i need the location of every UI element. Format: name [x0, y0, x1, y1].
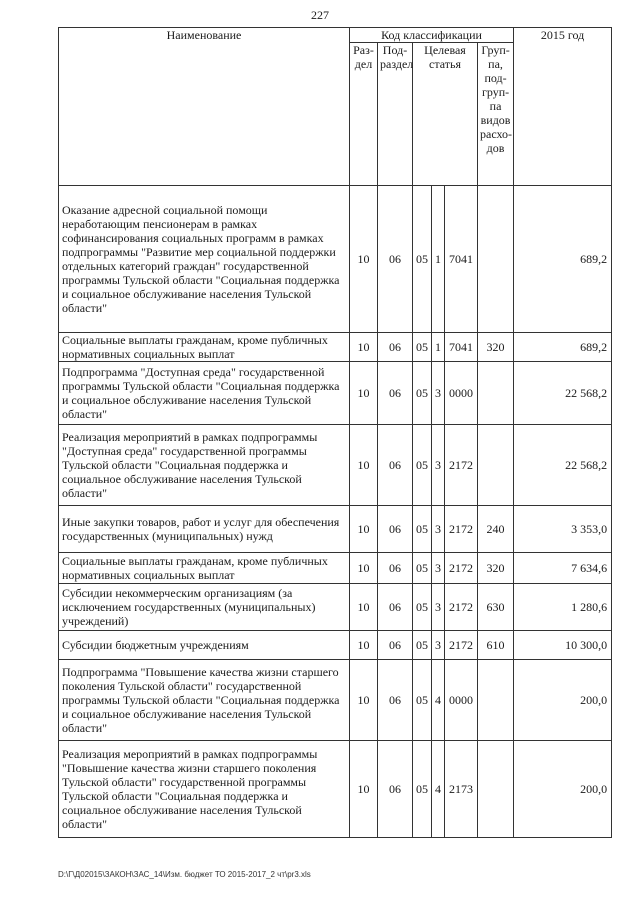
row-name: Оказание адресной социальной помощи неработающим пенсионерам в рамках софинансирования социальных программ в рамках подпрограммы "Развитие мер социальной поддержки отдельных категорий граждан" государственной программы Тульской области "Социальная поддержка и социальное обслуживание населения Тульской области" [59, 186, 350, 333]
row-target-part1: 05 [413, 186, 432, 333]
table-row [59, 631, 612, 660]
row-subsection: 06 [378, 553, 413, 584]
page-number: 227 [311, 8, 329, 22]
row-target-part2: 3 [432, 425, 445, 506]
header-name: Наименование [59, 28, 350, 186]
header-subsection: Под- раздел [378, 43, 413, 186]
row-target-part3: 2172 [445, 584, 478, 631]
row-amount: 689,2 [514, 333, 612, 362]
row-name: Субсидии некоммерческим организациям (за исключением государственных (муниципальных) учреждений) [59, 584, 350, 631]
row-target-part2: 4 [432, 741, 445, 838]
row-amount: 22 568,2 [514, 425, 612, 506]
row-group [478, 186, 514, 333]
row-section: 10 [350, 506, 378, 553]
row-name: Иные закупки товаров, работ и услуг для обеспечения государственных (муниципальных) нужд [59, 506, 350, 553]
row-group: 320 [478, 553, 514, 584]
row-target-part1: 05 [413, 425, 432, 506]
header-code-group: Код классификации [350, 28, 514, 43]
header-target: Целевая статья [413, 43, 478, 186]
row-target-part3: 2173 [445, 741, 478, 838]
row-name: Реализация мероприятий в рамках подпрограммы "Повышение качества жизни старшего поколения Тульской области" государственной программы Тульской области "Социальная поддержка и социальное обслуживание населения Тульской области" [59, 741, 350, 838]
row-target-part2: 3 [432, 362, 445, 425]
row-amount: 1 280,6 [514, 584, 612, 631]
row-section: 10 [350, 741, 378, 838]
row-amount: 7 634,6 [514, 553, 612, 584]
row-target-part3: 2172 [445, 553, 478, 584]
row-target-part3: 2172 [445, 506, 478, 553]
row-target-part2: 3 [432, 584, 445, 631]
row-target-part1: 05 [413, 362, 432, 425]
row-target-part1: 05 [413, 553, 432, 584]
row-target-part3: 2172 [445, 425, 478, 506]
row-group: 630 [478, 584, 514, 631]
row-group [478, 660, 514, 741]
row-name: Социальные выплаты гражданам, кроме публичных нормативных социальных выплат [59, 333, 350, 362]
row-amount: 200,0 [514, 741, 612, 838]
row-name: Субсидии бюджетным учреждениям [59, 631, 350, 660]
row-target-part3: 7041 [445, 186, 478, 333]
row-subsection: 06 [378, 584, 413, 631]
row-subsection: 06 [378, 660, 413, 741]
row-amount: 200,0 [514, 660, 612, 741]
row-target-part1: 05 [413, 631, 432, 660]
row-target-part1: 05 [413, 660, 432, 741]
row-group [478, 741, 514, 838]
row-section: 10 [350, 631, 378, 660]
table-row [59, 584, 612, 631]
row-target-part2: 1 [432, 333, 445, 362]
row-name: Подпрограмма "Доступная среда" государственной программы Тульской области "Социальная поддержка и социальное обслуживание населения Тульской области" [59, 362, 350, 425]
row-target-part1: 05 [413, 741, 432, 838]
table-row [59, 362, 612, 425]
row-target-part3: 2172 [445, 631, 478, 660]
row-section: 10 [350, 553, 378, 584]
row-target-part3: 0000 [445, 362, 478, 425]
table-row [59, 741, 612, 838]
row-subsection: 06 [378, 741, 413, 838]
row-section: 10 [350, 425, 378, 506]
row-subsection: 06 [378, 333, 413, 362]
row-target-part3: 7041 [445, 333, 478, 362]
row-name: Реализация мероприятий в рамках подпрограммы "Доступная среда" государственной программы Тульской области "Социальная поддержка и социальное обслуживание населения Тульской области" [59, 425, 350, 506]
table-body [59, 28, 612, 838]
header-year: 2015 год [514, 28, 612, 186]
header-group: Груп- па, под- груп- па видов расхо- дов [478, 43, 514, 186]
header-section: Раз- дел [350, 43, 378, 186]
row-target-part3: 0000 [445, 660, 478, 741]
budget-table [58, 27, 612, 838]
row-amount: 689,2 [514, 186, 612, 333]
table-row [59, 186, 612, 333]
row-target-part1: 05 [413, 584, 432, 631]
row-target-part2: 3 [432, 506, 445, 553]
row-group: 240 [478, 506, 514, 553]
file-path-footer: D:\Г\Д02015\ЗАКОН\ЗАС_14\Изм. бюджет ТО 2015-2017_2 чт\рr3.xls [58, 870, 311, 879]
row-subsection: 06 [378, 362, 413, 425]
row-group: 320 [478, 333, 514, 362]
table-row [59, 333, 612, 362]
header-row-1 [59, 28, 612, 43]
row-name: Социальные выплаты гражданам, кроме публичных нормативных социальных выплат [59, 553, 350, 584]
table-row [59, 506, 612, 553]
row-amount: 3 353,0 [514, 506, 612, 553]
row-target-part2: 3 [432, 553, 445, 584]
row-target-part2: 4 [432, 660, 445, 741]
row-amount: 22 568,2 [514, 362, 612, 425]
row-group [478, 425, 514, 506]
row-section: 10 [350, 333, 378, 362]
row-section: 10 [350, 584, 378, 631]
row-name: Подпрограмма "Повышение качества жизни старшего поколения Тульской области" государственной программы Тульской области "Социальная поддержка и социальное обслуживание населения Тульской области" [59, 660, 350, 741]
row-subsection: 06 [378, 186, 413, 333]
row-target-part2: 1 [432, 186, 445, 333]
row-section: 10 [350, 362, 378, 425]
table-row [59, 425, 612, 506]
row-target-part2: 3 [432, 631, 445, 660]
row-subsection: 06 [378, 506, 413, 553]
row-amount: 10 300,0 [514, 631, 612, 660]
row-group: 610 [478, 631, 514, 660]
row-subsection: 06 [378, 631, 413, 660]
table-row [59, 553, 612, 584]
row-subsection: 06 [378, 425, 413, 506]
row-section: 10 [350, 660, 378, 741]
row-target-part1: 05 [413, 333, 432, 362]
row-group [478, 362, 514, 425]
row-section: 10 [350, 186, 378, 333]
table-row [59, 660, 612, 741]
row-target-part1: 05 [413, 506, 432, 553]
